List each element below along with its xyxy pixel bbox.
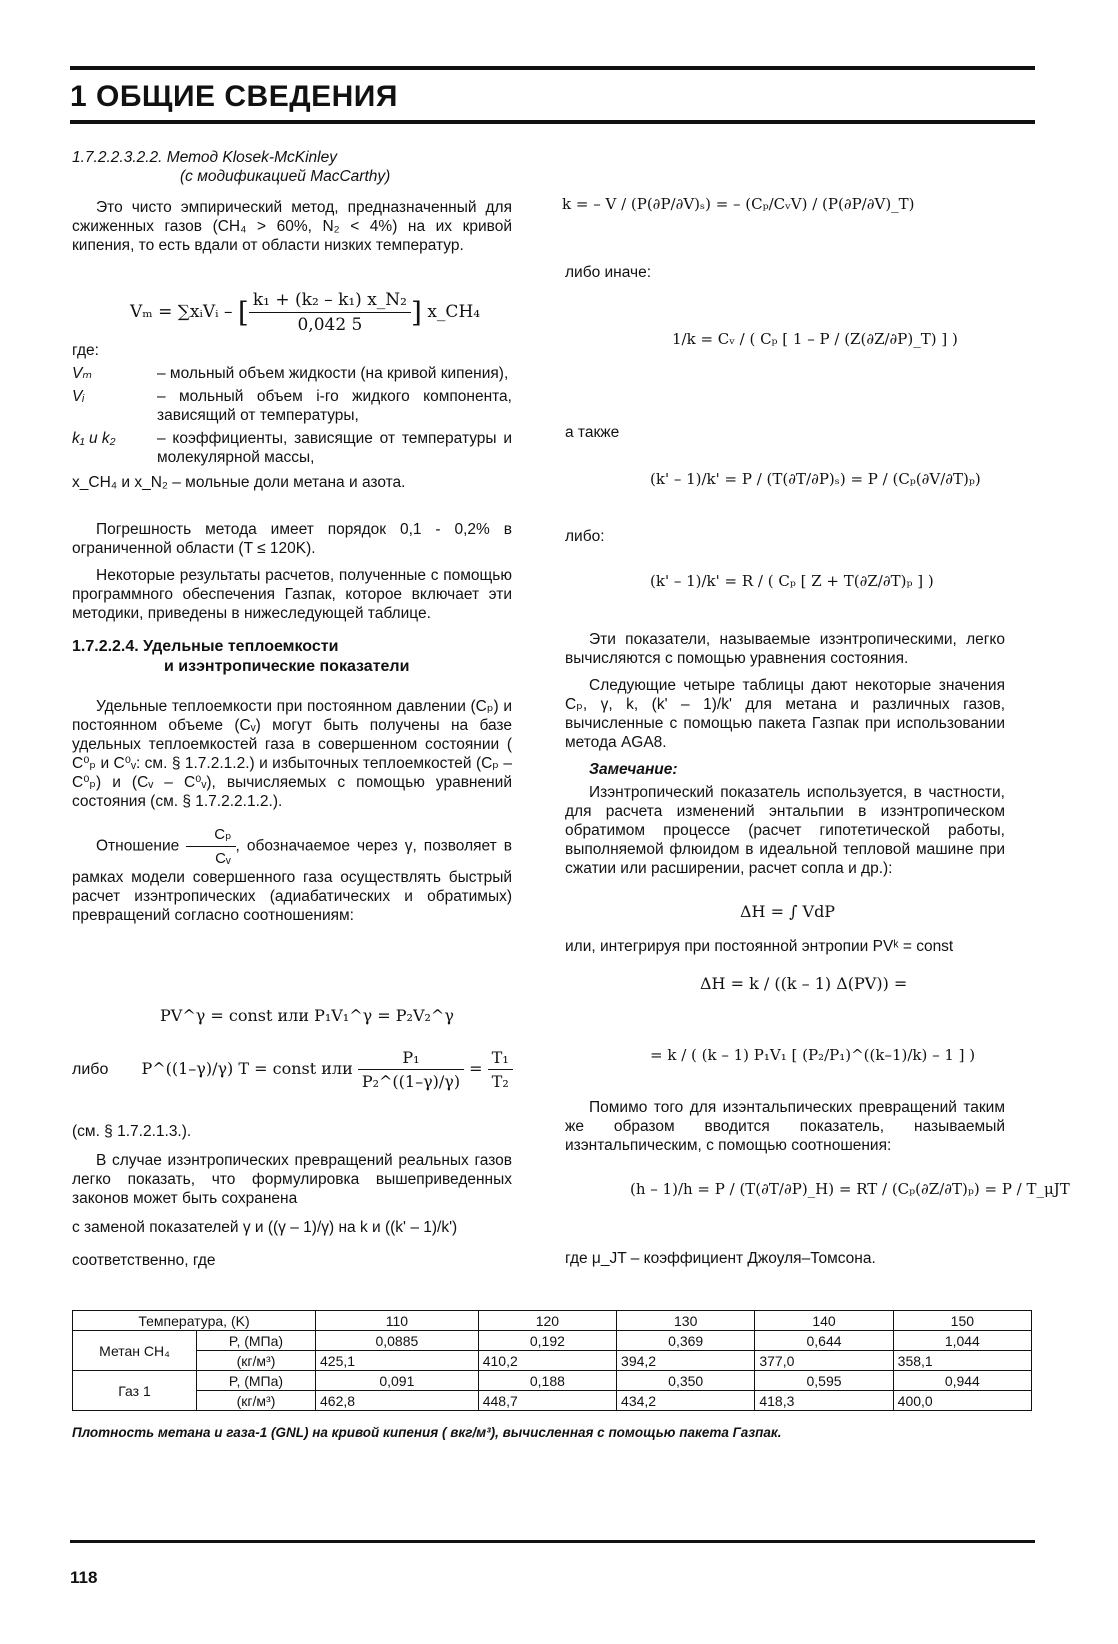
table-cell: 0,369 bbox=[617, 1331, 755, 1351]
definition-row bbox=[72, 387, 512, 425]
top-rule bbox=[70, 66, 1035, 70]
ratio-fraction bbox=[186, 825, 235, 868]
table-label-cell: (кг/м³) bbox=[197, 1391, 316, 1411]
libo-label: либо: bbox=[565, 528, 605, 545]
definition-desc: – мольный объем i-го жидкого компонента, зависящий от температуры, bbox=[157, 388, 512, 424]
header-rule bbox=[70, 120, 1035, 124]
paragraph: Погрешность метода имеет порядок 0,1 - 0,2% в ограниченной области (T ≤ 120K). bbox=[72, 521, 512, 557]
table-cell: 358,1 bbox=[893, 1351, 1031, 1371]
table-cell: 0,192 bbox=[478, 1331, 616, 1351]
definition-term: Vᵢ bbox=[72, 388, 85, 405]
table-header-cell: 140 bbox=[755, 1311, 893, 1331]
pt-equation: либо P^((1–γ)/γ) T = const или $\frac{\text{P₁}}{\text{P₂\textasciicircum{}((1–γ)/γ)}}$ = $\frac{\text{T₁}}{\text{T₂}}$ bbox=[72, 1048, 513, 1091]
footer-rule bbox=[70, 1540, 1035, 1543]
section-heading: 1.7.2.2.4. Удельные теплоемкости bbox=[72, 638, 339, 655]
k-equation: k = – V / (P(∂P/∂V)ₛ) = – (Cₚ/CᵥV) / (P(∂P/∂V)_T) bbox=[562, 195, 915, 213]
table-row bbox=[73, 1391, 1032, 1411]
right-column-end bbox=[565, 1098, 1005, 1163]
table-cell: 0,0885 bbox=[316, 1331, 479, 1351]
pv-equation: PV^γ = const или P₁V₁^γ = P₂V₂^γ bbox=[160, 1006, 454, 1025]
table-cell: 410,2 bbox=[478, 1351, 616, 1371]
table-cell: 462,8 bbox=[316, 1391, 479, 1411]
table-label-cell: (кг/м³) bbox=[197, 1351, 316, 1371]
subsection-heading-sub: (с модификацией MacCarthy) bbox=[180, 168, 391, 185]
pt-r-den: T₂ bbox=[491, 1072, 509, 1091]
table-caption: Плотность метана и газа-1 (GNL) на кривой кипения ( вкг/м³), вычисленная с помощью пакета Газпак. bbox=[72, 1425, 782, 1440]
table-header-row bbox=[73, 1311, 1032, 1331]
definition-row bbox=[72, 429, 512, 467]
table-header-cell: 130 bbox=[617, 1311, 755, 1331]
paragraph: Следующие четыре таблицы дают некоторые значения Cₚ, γ, k, (k' – 1)/k' для метана и различных газов, вычисленные с помощью пакета Газпак при использовании метода AGA8. bbox=[565, 677, 1005, 751]
table-cell: 0,188 bbox=[478, 1371, 616, 1391]
table-header-cell: 110 bbox=[316, 1311, 479, 1331]
pt-libo: либо bbox=[72, 1061, 109, 1078]
table-cell: 425,1 bbox=[316, 1351, 479, 1371]
definition-last: x_CH₄ и x_N₂ – мольные доли метана и азота. bbox=[72, 474, 406, 491]
ratio-prefix: Отношение bbox=[96, 837, 180, 855]
table-cell: 0,644 bbox=[755, 1331, 893, 1351]
table-cell: 0,944 bbox=[893, 1371, 1031, 1391]
vm-fraction-den: 0,042 5 bbox=[297, 315, 363, 335]
k-prime-equation-1: (k' – 1)/k' = P / (T(∂T/∂P)ₛ) = P / (Cₚ(∂V/∂T)ₚ) bbox=[650, 470, 981, 488]
table-header-cell: 120 bbox=[478, 1311, 616, 1331]
paragraph: (см. § 1.7.2.1.3.). bbox=[72, 1123, 192, 1140]
paragraph: или, интегрируя при постоянной энтропии PVᵏ = const bbox=[565, 938, 954, 955]
one-over-k-equation: 1/k = Cᵥ / ( Cₚ [ 1 – P / (Z(∂Z/∂P)_T) ] ) bbox=[672, 330, 958, 348]
pt-fraction bbox=[358, 1048, 464, 1091]
paragraph: Эти показатели, называемые изэнтропическими, легко вычисляются с помощью уравнения состояния. bbox=[565, 631, 1005, 667]
definition-term: Vₘ bbox=[72, 365, 92, 382]
table-cell: 400,0 bbox=[893, 1391, 1031, 1411]
paragraph: где μ_JT – коэффициент Джоуля–Томсона. bbox=[565, 1250, 876, 1267]
vm-fraction-num: k₁ + (k₂ – k₁) x_N₂ bbox=[249, 290, 411, 313]
table-cell: 377,0 bbox=[755, 1351, 893, 1371]
vm-formula: Vₘ = ∑xᵢVᵢ – [ $\frac{\text{k₁ + (k₂ – k₁) x\_N₂}}{0,042 5}$ ] x_CH₄ bbox=[130, 290, 481, 335]
definitions-list bbox=[72, 364, 512, 492]
table-header-cell: 150 bbox=[893, 1311, 1031, 1331]
paragraph: Помимо того для изэнтальпических превращений таким же образом вводится показатель, называемый изэнтальпическим, с помощью соотношения: bbox=[565, 1099, 1005, 1154]
pt-left: P^((1–γ)/γ) T = const или bbox=[141, 1059, 353, 1078]
libo-inache-label: либо иначе: bbox=[565, 264, 652, 281]
paragraph: Некоторые результаты расчетов, полученные с помощью программного обеспечения Газпак, которое включает эти методики, приведены в нижеследующей таблице. bbox=[72, 567, 512, 622]
right-column bbox=[565, 630, 1005, 886]
ratio-num: Cₚ bbox=[186, 825, 235, 847]
table-cell: 1,044 bbox=[893, 1331, 1031, 1351]
table-row bbox=[73, 1351, 1032, 1371]
paragraph: с заменой показателей γ и ((γ – 1)/γ) на k и ((k' – 1)/k') bbox=[72, 1219, 458, 1236]
table-cell: 0,595 bbox=[755, 1371, 893, 1391]
dh-equation: ΔH = ∫ VdP bbox=[740, 902, 836, 921]
definition-desc: – коэффициенты, зависящие от температуры и молекулярной массы, bbox=[157, 430, 512, 466]
paragraph: В случае изэнтропических превращений реальных газов легко показать, что формулировка вышеприведенных законов может быть сохранена bbox=[72, 1152, 512, 1207]
definition-term: k₁ и k₂ bbox=[72, 430, 116, 447]
k-prime-equation-2: (k' – 1)/k' = R / ( Cₚ [ Z + T(∂Z/∂T)ₚ ] ) bbox=[650, 572, 934, 590]
chapter-title: 1 ОБЩИЕ СВЕДЕНИЯ bbox=[70, 80, 398, 113]
table-label-cell: P, (МПа) bbox=[197, 1371, 316, 1391]
pt-num: P₁ bbox=[358, 1048, 464, 1070]
ratio-text: , обозначаемое через γ, позволяет в рамках модели совершенного газа осуществлять быстрый расчет изэнтропических (адиабатических и обратимых) превращений согласно соотношениям: bbox=[72, 837, 512, 924]
paragraph: Изэнтропический показатель используется, в частности, для расчета изменений энтальпии в изэнтропическом обратимом процессе (расчет гипотетической работы, выполняемой флюидом в идеальной тепловой машине при сжатии или расширении, расчет сопла и др.): bbox=[565, 784, 1005, 877]
where-label: где: bbox=[72, 342, 99, 359]
paragraph bbox=[72, 825, 512, 925]
definition-desc: – мольный объем жидкости (на кривой кипения), bbox=[157, 365, 509, 382]
dh-equation-3: = k / ( (k – 1) P₁V₁ [ (P₂/P₁)^((k–1)/k) – 1 ] ) bbox=[650, 1046, 976, 1064]
note-label: Замечание: bbox=[589, 761, 678, 778]
left-column bbox=[72, 148, 512, 263]
paragraph: соответственно, где bbox=[72, 1252, 216, 1269]
table-group-cell: Метан CH₄ bbox=[73, 1331, 197, 1371]
a-takzhe-label: а также bbox=[565, 424, 620, 441]
page-number: 118 bbox=[70, 1568, 98, 1587]
pt-r-num: T₁ bbox=[488, 1048, 513, 1070]
vm-fraction bbox=[249, 290, 411, 335]
pt-den: P₂^((1–γ)/γ) bbox=[361, 1072, 461, 1091]
ratio-den: Cᵥ bbox=[215, 850, 231, 867]
left-column-cont bbox=[72, 520, 512, 933]
table-row bbox=[73, 1371, 1032, 1391]
table-cell: 434,2 bbox=[617, 1391, 755, 1411]
table-label-cell: P, (МПа) bbox=[197, 1331, 316, 1351]
table-cell: 0,091 bbox=[316, 1371, 479, 1391]
h-equation: (h – 1)/h = P / (T(∂T/∂P)_H) = RT / (Cₚ(∂Z/∂T)ₚ) = P / T_μJT bbox=[630, 1180, 1070, 1198]
definition-row bbox=[72, 364, 512, 383]
pt-fraction-right bbox=[488, 1048, 513, 1091]
section-heading-sub: и изэнтропические показатели bbox=[164, 658, 410, 675]
paragraph: Удельные теплоемкости при постоянном давлении (Cₚ) и постоянном объеме (Cᵥ) могут быть получены на базе удельных теплоемкостей газа в совершенном состоянии ( C⁰ₚ и C⁰ᵥ: см. § 1.7.2.1.2.) и избыточных теплоемкостей (Cₚ – C⁰ₚ) и (Cᵥ – C⁰ᵥ), вычисляемых с помощью уравнений состояния (см. § 1.7.2.2.1.2.). bbox=[72, 698, 512, 810]
table-header-cell: Температура, (K) bbox=[73, 1311, 316, 1331]
vm-formula-left: Vₘ = ∑xᵢVᵢ – bbox=[130, 302, 233, 322]
table-row bbox=[73, 1331, 1032, 1351]
subsection-heading: 1.7.2.2.3.2.2. Метод Klosek-McKinley bbox=[72, 149, 337, 166]
table-cell: 394,2 bbox=[617, 1351, 755, 1371]
table-group-cell: Газ 1 bbox=[73, 1371, 197, 1411]
left-column-end bbox=[72, 1122, 512, 1278]
vm-formula-right: x_CH₄ bbox=[427, 302, 481, 322]
dh-equation-2: ΔH = k / ((k – 1) Δ(PV)) = bbox=[700, 974, 908, 993]
table-cell: 448,7 bbox=[478, 1391, 616, 1411]
paragraph: Это чисто эмпирический метод, предназначенный для сжиженных газов (CH₄ > 60%, N₂ < 4%) на их кривой кипения, то есть вдали от области низких температур. bbox=[72, 199, 512, 254]
density-table bbox=[72, 1310, 1032, 1411]
table-cell: 0,350 bbox=[617, 1371, 755, 1391]
table-cell: 418,3 bbox=[755, 1391, 893, 1411]
